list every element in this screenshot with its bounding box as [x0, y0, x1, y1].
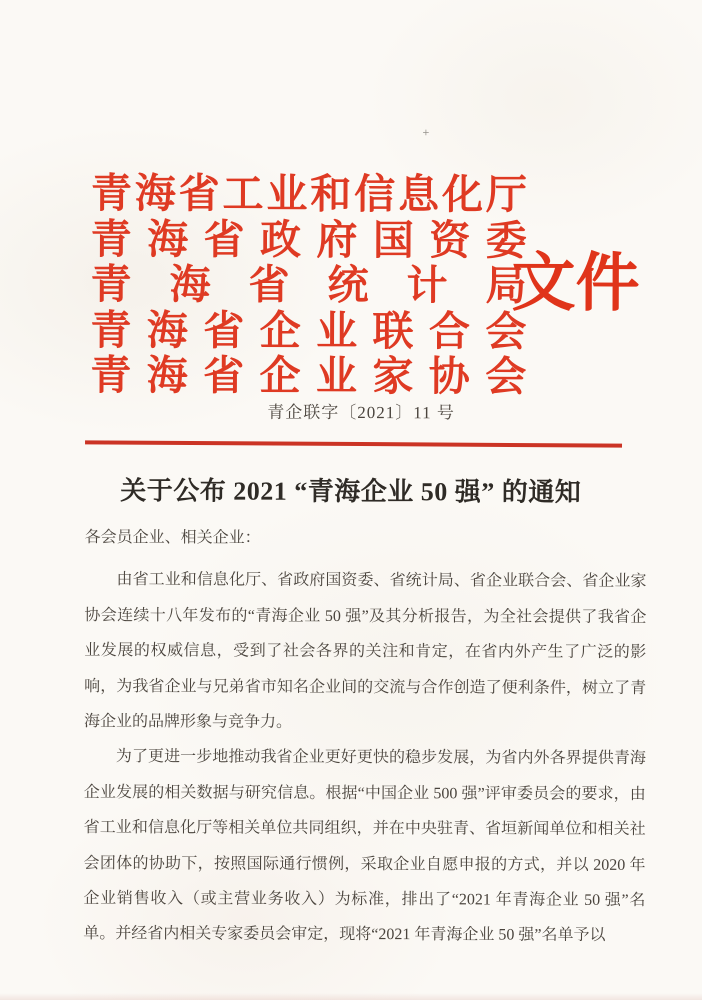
document-reference-number: 青企联字〔2021〕11 号	[267, 402, 455, 423]
letterhead	[2, 0, 702, 400]
agency-name-2: 青海省政府国资委	[90, 215, 527, 264]
agency-name-4: 青海省企业联合会	[90, 306, 527, 355]
salutation-line: 各会员企业、相关企业：	[84, 529, 261, 547]
agency-name-3: 青海省统计局	[90, 261, 527, 309]
document-title: 关于公布 2021 “青海企业 50 强” 的通知	[120, 476, 582, 507]
agency-name-1: 青海省工业和信息化厅	[90, 170, 527, 218]
document-type-label: 文件	[511, 247, 640, 320]
body-paragraph-1: 由省工业和信息化厅、省政府国资委、省统计局、省企业联合会、省企业家协会连续十八年发布的“青海企业 50 强”及其分析报告，为全社会提供了我省企业发展的权威信息，受到了社会各界的关注和肯定，在省内外产生了广泛的影响，为我省企业与兄弟省市知名企业间的交流与合作创造了便利条件，树立了青海企业的品牌形象与竞争力。	[84, 571, 647, 731]
issuing-agencies	[90, 171, 527, 400]
agency-name-5: 青海省企业家协会	[90, 352, 527, 400]
red-divider-line	[85, 440, 622, 447]
stray-scan-mark: +	[422, 128, 430, 139]
document-body	[83, 520, 647, 954]
body-paragraph-2: 为了更进一步地推动我省企业更好更快的稳步发展，为省内外各界提供青海企业发展的相关数据与研究信息。根据“中国企业 500 强”评审委员会的要求，由省工业和信息化厅等相关单位共同组织，并在中央驻青、省垣新闻单位和相关社会团体的协助下，按照国际通行惯例，采取企业自愿申报的方式，并以 2020 年企业销售收入（或主营业务收入）为标准，排出了“2021 年青海企业 50 强”名单。并经省内相关专家委员会审定，现将“2021 年青海企业 50 强”名单予以	[83, 748, 646, 945]
